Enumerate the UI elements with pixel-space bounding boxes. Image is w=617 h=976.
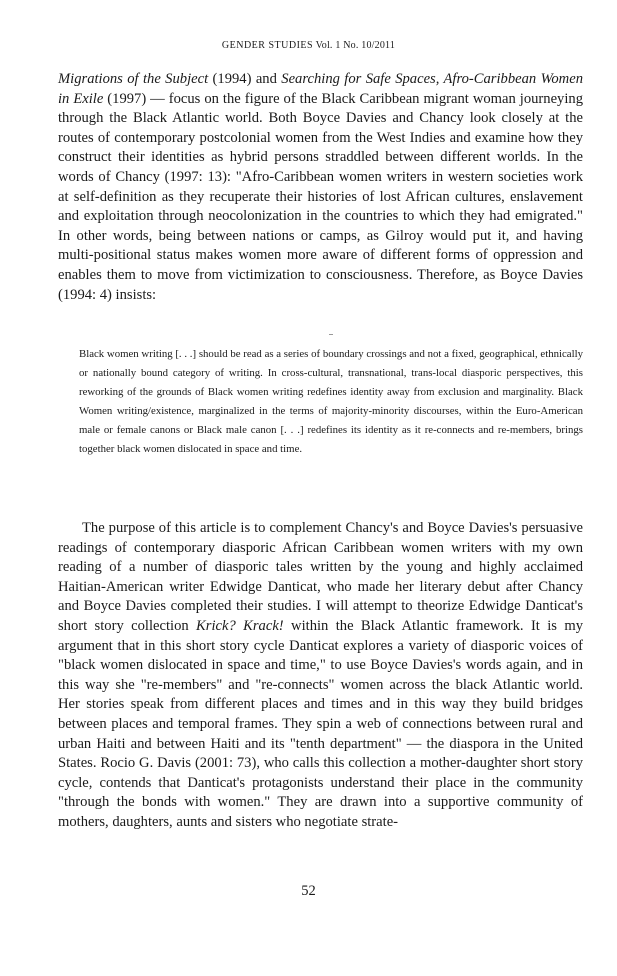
book-title-searching: Searching for Safe Spaces, Afro-Caribbean Women in Exile: [58, 71, 583, 107]
journal-title: GENDER STUDIES: [221, 40, 314, 51]
book-title-krick-krack: Krick? Krack!: [196, 617, 284, 634]
paragraph-2: [58, 519, 583, 833]
journal-volume: Vol. 1: [315, 40, 341, 51]
block-quotation: Black women writing [. . .] should be read as a series of boundary crossings and not a fixed, geographical, ethnically or nationally bound category of writing. In cross-cultural, transnational, trans-local diasporic perspectives, this reworking of the grounds of Black women writing redefines identity away from exclusion and marginality. Black Women writing/existence, marginalized in the terms of majority-minority discourses, within the Euro-American male or female canons or Black male canon [. . .] redefines its identity as it re-connects and re-members, brings together black women dislocated in space and time.: [79, 348, 583, 456]
paragraph-1-text-a: (1994) and: [208, 71, 282, 87]
paragraph-2-text-b: within the Black Atlantic framework. It is my argument that in this short story cycle Danticat explores a variety of diasporic voices of "black women dislocated in space and time," to use Boyce Davies's words again, and in this way she "re-members" and "re-connects" women across the black Atlantic world. Her stories speak from different places and times and in this way they build bridges between places and temporal frames. They spin a web of connections between rural and urban Haiti and between Haiti and its "tenth department" — the diaspora in the United States. Rocio G. Davis (2001: 73), who calls this collection a mother-daughter short story cycle, contends that Danticat's protagonists understand their place in the community "through the bonds with women." They are drawn into a supportive community of mothers, daughters, aunts and sisters who negotiate strate-: [58, 617, 583, 830]
running-header: [0, 40, 617, 51]
page-number: 52: [301, 883, 316, 899]
book-title-migrations: Migrations of the Subject: [58, 71, 209, 87]
journal-issue: No. 10/2011: [343, 40, 396, 51]
section-divider: [329, 334, 333, 335]
paragraph-1-text-b: (1997) — focus on the figure of the Black Caribbean migrant woman journeying through the Black Atlantic world. Both Boyce Davies and Chancy look closely at the routes of contemporary postcolonial women from the West Indies and examine how they construct their identities as hybrid persons straddled between different worlds. In the words of Chancy (1997: 13): "Afro-Caribbean women writers in western societies work at self-definition as they recuperate their histories of lost African cultures, enslavement and exploitation through neocolonization in the countries to which they had emigrated." In other words, being between nations or camps, as Gilroy would put it, and having multi-positional status makes women more aware of different forms of oppression and enables them to move from victimization to consciousness. Therefore, as Boyce Davies (1994: 4) insists:: [58, 90, 583, 303]
paragraph-2-text-a: The purpose of this article is to complement Chancy's and Boyce Davies's persuasive readings of contemporary diasporic African Caribbean women writers with my own reading of a number of diasporic tales written by the young and highly acclaimed Haitian-American writer Edwidge Danticat, who made her literary debut after Chancy and Boyce Davies completed their studies. I will attempt to theorize Edwidge Danticat's short story collection: [58, 520, 583, 634]
paragraph-1: [58, 70, 583, 305]
